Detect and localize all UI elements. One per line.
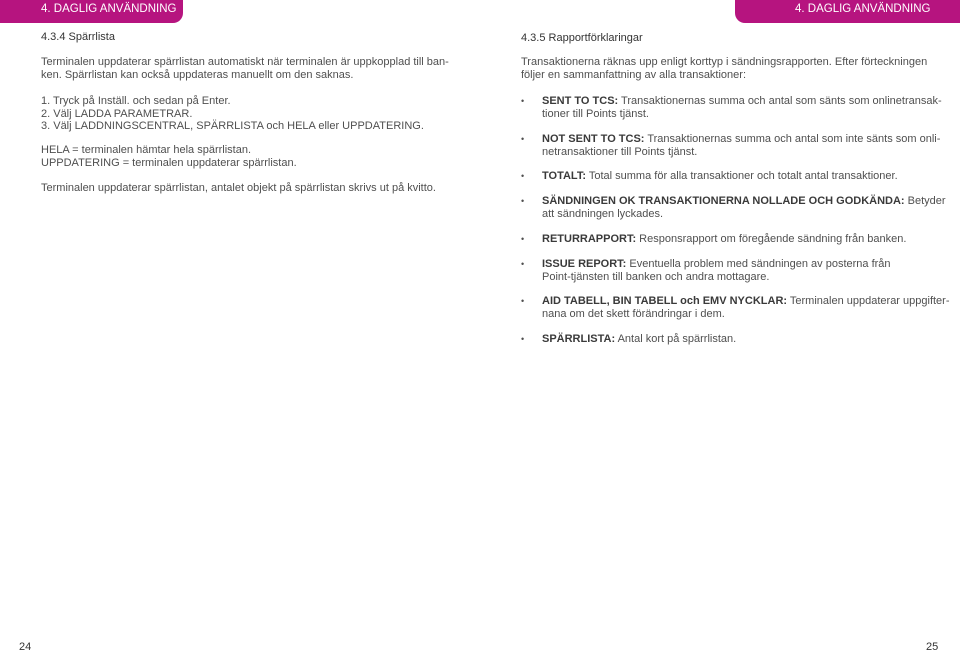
bullet-desc: Antal kort på spärrlistan. xyxy=(615,333,737,345)
bullet-desc: Transaktionernas summa och antal som inte sänts som onli- xyxy=(644,133,941,145)
bullet-desc: netransaktioner till Points tjänst. xyxy=(542,145,698,158)
left-intro-line: ken. Spärrlistan kan också uppdateras manuellt om den saknas. xyxy=(41,68,354,81)
bullet-desc: Total summa för alla transaktioner och totalt antal transaktioner. xyxy=(586,170,898,182)
bullet-desc: Terminalen uppdaterar uppgifter- xyxy=(787,295,950,307)
bullet-desc: Eventuella problem med sändningen av posterna från xyxy=(626,258,891,270)
bullet-desc: Responsrapport om föregående sändning från banken. xyxy=(636,233,907,245)
bullet-term: NOT SENT TO TCS: xyxy=(542,133,645,145)
bullet-dot-icon: • xyxy=(521,334,525,344)
right-intro-line: Transaktionerna räknas upp enligt korttyp i sändningsrapporten. Efter förteckningen xyxy=(521,56,928,68)
left-note xyxy=(41,182,436,195)
left-heading: 4.3.4 Spärrlista xyxy=(41,31,115,43)
right-heading: 4.3.5 Rapportförklaringar xyxy=(521,32,643,44)
definition-item: HELA = terminalen hämtar hela spärrlistan. xyxy=(41,144,252,156)
bullet-dot-icon: • xyxy=(521,171,525,181)
left-definitions xyxy=(41,144,297,169)
bullet-dot-icon: • xyxy=(521,259,525,269)
left-intro-line: Terminalen uppdaterar spärrlistan automatiskt när terminalen är uppkopplad till ban- xyxy=(41,56,449,68)
left-steps-list xyxy=(41,95,424,133)
right-intro-line: följer en sammanfattning av alla transaktioner: xyxy=(521,68,747,81)
bullet-dot-icon: • xyxy=(521,196,525,206)
bullet-dot-icon: • xyxy=(521,96,525,106)
section-tab-right xyxy=(735,0,960,23)
bullet-term: SENT TO TCS: xyxy=(542,95,619,107)
left-intro xyxy=(41,56,449,81)
bullet-term: ISSUE REPORT: xyxy=(542,258,627,270)
bullet-dot-icon: • xyxy=(521,234,525,244)
page-number-left: 24 xyxy=(19,641,32,653)
step-item: 3. Välj LADDNINGSCENTRAL, SPÄRRLISTA och HELA eller UPPDATERING. xyxy=(41,120,424,133)
section-tab-left xyxy=(0,0,183,23)
bullet-desc: nana om det skett förändringar i dem. xyxy=(542,307,725,320)
bullet-dot-icon: • xyxy=(521,296,525,306)
step-item: 1. Tryck på Inställ. och sedan på Enter. xyxy=(41,95,231,107)
left-note-text: Terminalen uppdaterar spärrlistan, antalet objekt på spärrlistan skrivs ut på kvitto. xyxy=(41,182,436,194)
bullet-term: RETURRAPPORT: xyxy=(542,233,637,245)
page-number-right: 25 xyxy=(926,641,939,653)
bullet-term: SÄNDNINGEN OK TRANSAKTIONERNA NOLLADE OCH GODKÄNDA: xyxy=(542,195,905,207)
step-item: 2. Välj LADDA PARAMETRAR. xyxy=(41,107,193,120)
section-tab-left-label: 4. DAGLIG ANVÄNDNING xyxy=(41,3,177,15)
bullet-desc: tioner till Points tjänst. xyxy=(542,107,649,120)
bullet-dot-icon: • xyxy=(521,134,525,144)
right-intro xyxy=(521,56,927,81)
bullet-desc: att sändningen lyckades. xyxy=(542,207,664,220)
bullet-desc: Betyder xyxy=(904,195,946,207)
definition-item: UPPDATERING = terminalen uppdaterar spärrlistan. xyxy=(41,156,297,169)
bullet-term: TOTALT: xyxy=(542,170,586,182)
section-tab-right-label: 4. DAGLIG ANVÄNDNING xyxy=(795,3,931,15)
bullet-term: SPÄRRLISTA: xyxy=(542,333,616,345)
bullet-term: AID TABELL, BIN TABELL och EMV NYCKLAR: xyxy=(542,295,788,307)
bullet-desc: Transaktionernas summa och antal som sänts som onlinetransak- xyxy=(618,95,942,107)
bullet-desc: Point-tjänsten till banken och andra mottagare. xyxy=(542,270,770,283)
